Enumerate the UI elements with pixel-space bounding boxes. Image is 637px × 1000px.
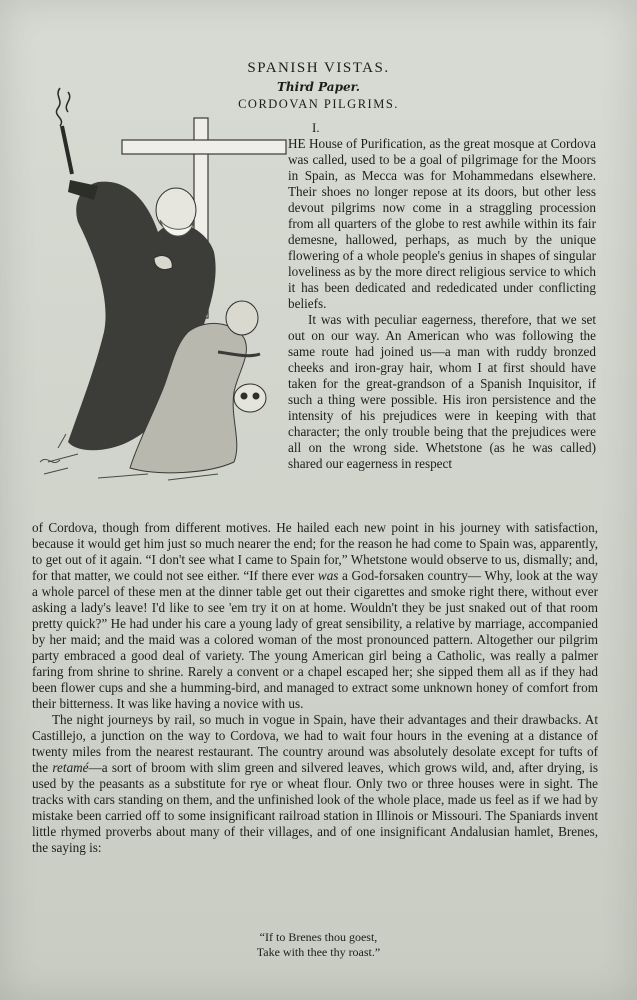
section-number: I. bbox=[312, 120, 320, 135]
quote-line-2: Take with thee thy roast.” bbox=[256, 945, 381, 959]
paragraph-2: It was with peculiar eagerness, therefore, that we set out on our way. An American who was following the same route had joined us—a man with ruddy bronzed cheeks and iron-gray hair, whom I at first should have taken for the great-grandson of a Spanish Inquisitor, if such a thing were possible. His iron persistence and the intensity of his prejudices were in keeping with that character; the only trouble being that the prejudices were all on the wrong side. Whetstone (as he was called) shared our eagerness in respect bbox=[288, 312, 596, 471]
top-column-text bbox=[288, 136, 596, 472]
paragraph-3: The night journeys by rail, so much in vogue in Spain, have their advantages and their drawbacks. At Castillejo, a junction on the way to Cordova, we had to wait four hours in the evening at a distance of twenty miles from the nearest restaurant. The country around was absolutely desolate except for tufts of the retamé—a sort of broom with slim green and silvered leaves, which grows wild, and, after drying, is used by the peasants as a substitute for rye or wheat flour. Only two or three houses were in sight. The tracks with cars standing on them, and the unfinished look of the whole place, made us feel as if we had by mistake been carried off to some insignificant railroad station in Illinois or Missouri. The Spaniards invent little rhymed proverbs about many of their villages, and of one insignificant Andalusian hamlet, Brenes, the saying is: bbox=[32, 712, 598, 855]
quote-line-1: “If to Brenes thou goest, bbox=[259, 930, 378, 944]
skull bbox=[234, 384, 266, 412]
bleed-through-header bbox=[150, 8, 570, 26]
proverb-quote bbox=[0, 930, 637, 960]
pilgrims-illustration bbox=[38, 82, 290, 492]
article-title: SPANISH VISTAS. bbox=[247, 60, 390, 76]
article-subtitle: Third Paper. bbox=[276, 80, 360, 94]
section-title: CORDOVAN PILGRIMS. bbox=[238, 97, 399, 111]
full-width-text bbox=[32, 520, 598, 856]
paragraph-1: HE House of Purification, as the great mosque at Cordova was called, used to be a goal of pilgrimage for the Moors in Spain, as Mecca was for Mohammedans elsewhere. Their shoes no longer repose at its doors, but other less devout pilgrims now come in a straggling procession from all quarters of the globe to rest awhile within its fair demesne, hallowed, perhaps, as much by the unique flowering of a whole people's genius in shapes of singular loveliness as by the more direct religious service to which it has been dedicated and rededicated under conflicting beliefs. bbox=[288, 136, 596, 311]
torch bbox=[56, 88, 72, 174]
paragraph-2-continued: of Cordova, though from different motives. He hailed each new point in his journey with satisfaction, because it would get him just so much nearer the end; for the reason he had come to Spain was, apparently, to get out of it again. “I don't see what I came to Spain for,” Whetstone would observe to us, dismally; and, for that matter, we could not see either. “If there ever was a God-forsaken country— Why, look at the way a whole parcel of these men at the dinner table get out their cigarettes and smoke right there, without ever asking a lady's leave! I'd like to see 'em try it on at home. Wouldn't they be just snaked out of that room pretty quick?” He had under his care a young lady of great sensibility, a relative by marriage, accompanied by her maid; and the maid was a colored woman of the most pronounced pattern. Altogether our pilgrim party embraced a good deal of variety. The young American girl being a Catholic, was really a palmer faring from shrine to shrine. Rarely a convent or a chapel escaped her; she sipped them all as if they had been flower cups and she a humming-bird, and managed to extract some unknown honey of comfort from their bitterness. It was like having a novice with us. bbox=[32, 520, 598, 711]
